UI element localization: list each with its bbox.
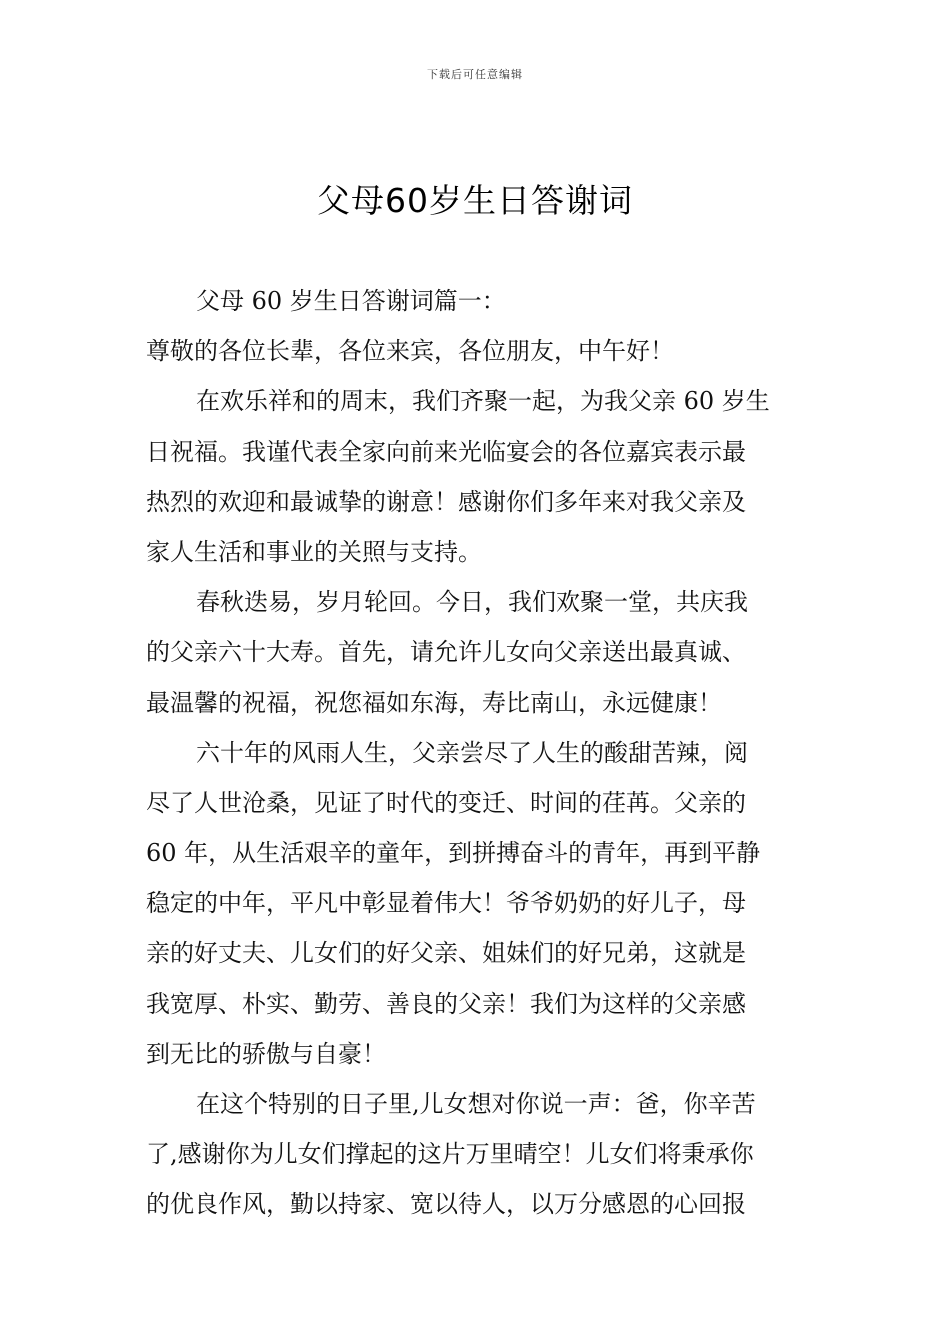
document-body	[146, 276, 806, 1230]
text-line: 尊敬的各位长辈，各位来宾，各位朋友，中午好！	[146, 337, 674, 366]
text-line: 了,感谢你为儿女们撑起的这片万里晴空！儿女们将秉承你	[146, 1140, 754, 1169]
text-line: 在欢乐祥和的周末，我们齐聚一起，为我父亲 60 岁生	[196, 387, 770, 416]
text-line: 到无比的骄傲与自豪！	[146, 1039, 386, 1068]
text-line: 亲的好丈夫、儿女们的好父亲、姐妹们的好兄弟，这就是	[146, 939, 746, 968]
text-line: 的父亲六十大寿。首先，请允许儿女向父亲送出最真诚、	[146, 638, 746, 667]
document-title: 父母60岁生日答谢词	[317, 181, 633, 220]
text-line: 热烈的欢迎和最诚挚的谢意！感谢你们多年来对我父亲及	[146, 487, 746, 516]
text-line: 尽了人世沧桑，见证了时代的变迁、时间的荏苒。父亲的	[146, 788, 746, 817]
text-line: 在这个特别的日子里,儿女想对你说一声：爸，你辛苦	[196, 1090, 756, 1118]
text-line: 六十年的风雨人生，父亲尝尽了人生的酸甜苦辣，阅	[196, 738, 748, 767]
text-line: 的优良作风，勤以持家、宽以待人，以万分感恩的心回报	[146, 1190, 746, 1219]
text-line: 最温馨的祝福，祝您福如东海，寿比南山，永远健康！	[146, 688, 722, 717]
text-line: 日祝福。我谨代表全家向前来光临宴会的各位嘉宾表示最	[146, 437, 746, 466]
text-line: 家人生活和事业的关照与支持。	[146, 537, 482, 566]
text-line: 春秋迭易，岁月轮回。今日，我们欢聚一堂，共庆我	[196, 588, 748, 617]
text-line: 我宽厚、朴实、勤劳、善良的父亲！我们为这样的父亲感	[146, 989, 746, 1018]
text-line: 稳定的中年，平凡中彰显着伟大！爷爷奶奶的好儿子，母	[146, 889, 746, 918]
text-line: 60 年，从生活艰辛的童年，到拼搏奋斗的青年，再到平静	[146, 839, 761, 868]
text-line: 父母 60 岁生日答谢词篇一：	[196, 287, 506, 315]
header-note: 下载后可任意编辑	[427, 68, 523, 81]
